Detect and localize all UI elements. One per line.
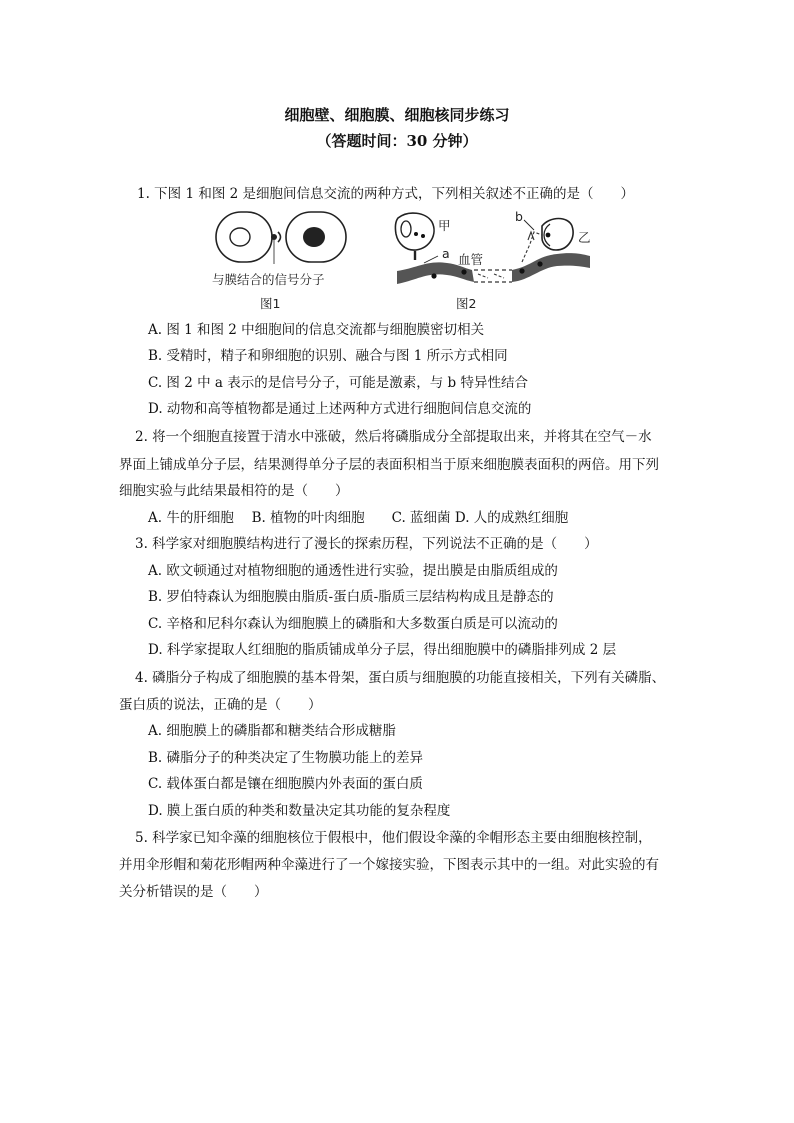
fig1-caption: 图1 [260,296,281,311]
fig1-receptor [278,232,281,242]
fig2-vessel-gap [474,270,512,282]
q2-options: A. 牛的肝细胞 B. 植物的叶肉细胞 C. 蓝细菌 D. 人的成熟红细胞 [148,510,569,526]
q3-option-a: A. 欧文顿通过对植物细胞的通透性进行实验，提出膜是由脂质组成的 [148,563,558,579]
q1-stem-line-1: 1. 下图 1 和图 2 是细胞间信息交流的两种方式，下列相关叙述不正确的是（ ） [137,186,635,202]
fig2-hormone-4 [537,261,542,266]
q2-stem-line-3: 细胞实验与此结果最相符的是（ ） [119,483,349,499]
fig2-label-vessel: 血管 [458,252,484,267]
fig1-nucleus-right [303,227,325,247]
q2-stem-line-2: 界面上铺成单分子层，结果测得单分子层的表面积相当于原来细胞膜表面积的两倍。用下列 [119,457,659,473]
q4-option-b: B. 磷脂分子的种类决定了生物膜功能上的差异 [148,750,424,766]
fig2-label-yi: 乙 [578,230,591,245]
fig2-a-pointer [424,256,438,263]
q4-option-d: D. 膜上蛋白质的种类和数量决定其功能的复杂程度 [148,803,451,819]
page-title: 细胞壁、细胞膜、细胞核同步练习 [284,106,510,124]
fig2-yi-bound-molecule [546,233,551,238]
q4-stem-line-1: 4. 磷脂分子构成了细胞膜的基本骨架，蛋白质与细胞膜的功能直接相关，下列有关磷脂、 [135,670,666,686]
fig2-caption: 图2 [456,296,477,311]
q1-option-b: B. 受精时，精子和卵细胞的识别、融合与图 1 所示方式相同 [148,348,508,364]
q4-option-c: C. 载体蛋白都是镶在细胞膜内外表面的蛋白质 [148,776,423,792]
q1-option-a: A. 图 1 和图 2 中细胞间的信息交流都与细胞膜密切相关 [148,322,485,338]
fig2-b-pointer [524,220,534,230]
q1-option-c: C. 图 2 中 a 表示的是信号分子，可能是激素，与 b 特异性结合 [148,375,528,391]
fig2-vessel-right [512,253,590,282]
q3-stem-line-1: 3. 科学家对细胞膜结构进行了漫长的探索历程，下列说法不正确的是（ ） [135,536,598,552]
q4-stem-line-2: 蛋白质的说法，正确的是（ ） [119,697,322,713]
fig1-signal-molecule [271,234,277,240]
q4-option-a: A. 细胞膜上的磷脂都和糖类结合形成糖脂 [148,723,396,739]
fig2-jia-nucleus [401,221,411,237]
fig2-flow-marks [478,274,504,278]
q5-stem-line-3: 关分析错误的是（ ） [119,884,268,900]
q5-stem-line-1: 5. 科学家已知伞藻的细胞核位于假根中，他们假设伞藻的伞帽形态主要由细胞核控制， [135,830,652,846]
page-subtitle: （答题时间：30 分钟） [316,132,478,150]
q5-stem-line-2: 并用伞形帽和菊花形帽两种伞藻进行了一个嫁接实验，下图表示其中的一组。对此实验的有 [119,857,659,873]
q3-option-b: B. 罗伯特森认为细胞膜由脂质-蛋白质-脂质三层结构构成且是静态的 [148,589,554,605]
fig2-hormone-2 [461,269,466,274]
fig2-hormone-3 [519,268,524,273]
q3-option-d: D. 科学家提取人红细胞的脂质铺成单分子层，得出细胞膜中的磷脂排列成 2 层 [148,642,617,658]
fig2-label-a: a [442,246,450,261]
fig2-jia-granule-2 [421,234,425,238]
q1-figure [212,208,592,313]
fig2-label-b: b [515,209,523,224]
fig2-jia-granule-1 [414,232,418,236]
q2-stem-line-1: 2. 将一个细胞直接置于清水中涨破，然后将磷脂成分全部提取出来，并将其在空气－水 [135,429,652,445]
fig2-transport-path [522,232,542,262]
fig1-nucleus-left [230,228,250,246]
cell-signaling-diagram [212,208,592,313]
q1-option-d: D. 动物和高等植物都是通过上述两种方式进行细胞间信息交流的 [148,401,532,417]
q3-option-c: C. 辛格和尼科尔森认为细胞膜上的磷脂和大多数蛋白质是可以流动的 [148,616,558,632]
fig1-signal-label: 与膜结合的信号分子 [212,272,325,287]
fig2-hormone-1 [431,273,436,278]
fig2-label-jia: 甲 [438,218,451,233]
